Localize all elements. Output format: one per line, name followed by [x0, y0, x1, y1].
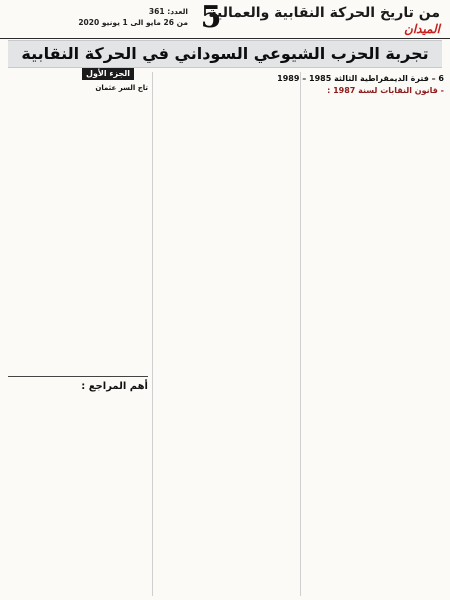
issue-date: من 26 مايو الى 1 يونيو 2020	[78, 18, 188, 27]
column-divider	[152, 72, 153, 596]
article-column-left	[8, 72, 148, 596]
masthead	[0, 0, 450, 39]
newspaper-logo: الميدان	[404, 22, 440, 36]
page-number: 5	[200, 0, 222, 35]
sources-heading: أهم المراجع :	[81, 381, 148, 392]
issue-info	[8, 6, 188, 28]
article-column-middle	[156, 72, 296, 596]
part-badge: الجزء الأول	[82, 68, 134, 80]
section-heading-law-1987: - قانون النقابات لسنة 1987 :	[327, 86, 444, 95]
sources-divider	[8, 376, 148, 379]
article-column-right	[277, 72, 444, 596]
section-heading-era: 6 – فترة الديمقراطية الثالثة 1985 – 1989	[277, 74, 444, 83]
column-divider	[300, 72, 301, 596]
byline: تاج السر عثمان	[95, 84, 148, 92]
issue-number: العدد: 361	[148, 7, 188, 16]
section-title: من تاريخ الحركة النقابية والعمالية	[208, 5, 440, 21]
article-headline: تجربة الحزب الشيوعي السوداني في الحركة النقابية	[8, 40, 442, 68]
